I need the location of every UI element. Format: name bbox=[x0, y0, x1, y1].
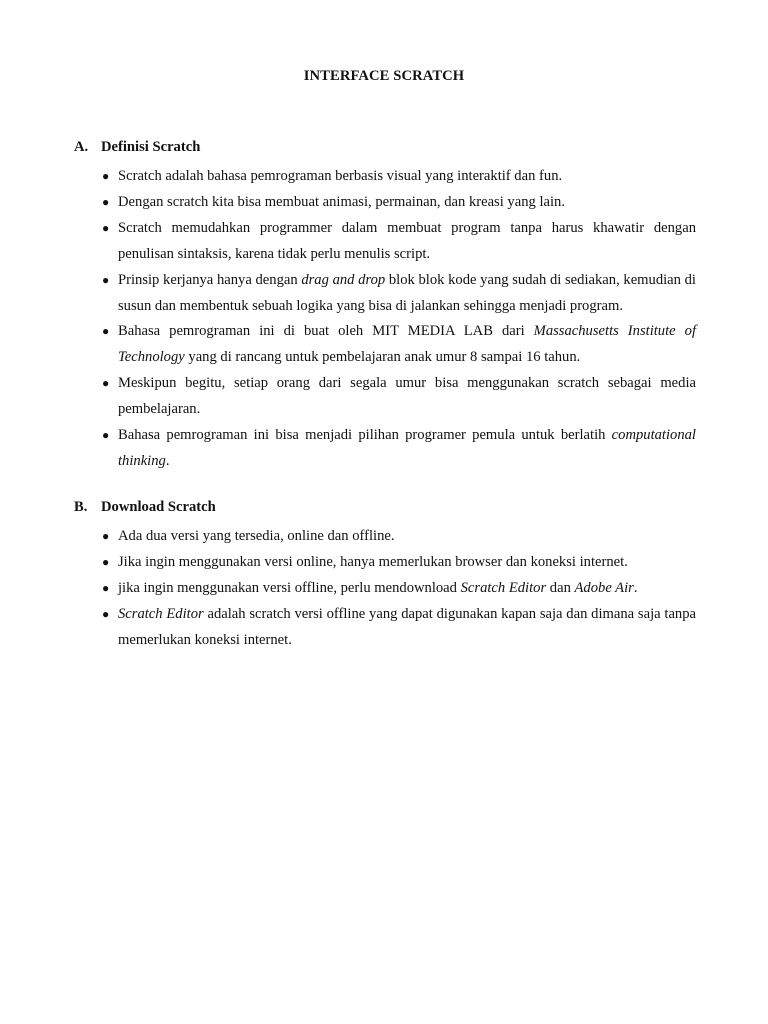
item-text: Bahasa pemrograman ini di buat oleh MIT MEDIA LAB dari bbox=[118, 323, 534, 340]
section-letter: A. bbox=[74, 139, 89, 155]
list-item bbox=[102, 164, 696, 190]
item-text: Meskipun begitu, setiap orang dari segala umur bisa menggunakan scratch sebagai media pembelajaran. bbox=[118, 375, 696, 418]
item-text: Scratch adalah bahasa pemrograman berbasis visual yang interaktif dan fun. bbox=[118, 168, 563, 184]
list-item bbox=[102, 524, 696, 550]
list-item bbox=[102, 423, 696, 475]
italic-text: Scratch Editor bbox=[460, 579, 547, 596]
item-text: jika ingin menggunakan versi offline, perlu mendownload bbox=[118, 579, 461, 596]
list-item bbox=[102, 216, 696, 268]
section-heading-text: Download Scratch bbox=[101, 499, 216, 515]
list-item bbox=[102, 319, 696, 371]
item-text: Jika ingin menggunakan versi online, hanya memerlukan browser dan koneksi internet. bbox=[118, 553, 628, 570]
bullet-icon: ● bbox=[102, 554, 110, 569]
section-heading bbox=[74, 499, 696, 521]
bullet-icon: ● bbox=[102, 220, 110, 235]
item-text: Ada dua versi yang tersedia, online dan offline. bbox=[118, 528, 395, 544]
page-title: INTERFACE SCRATCH bbox=[303, 68, 465, 84]
bullet-icon: ● bbox=[102, 428, 110, 443]
bullet-icon: ● bbox=[102, 580, 110, 595]
bullet-icon: ● bbox=[102, 376, 110, 391]
list-item bbox=[102, 550, 696, 576]
section-definisi-scratch bbox=[74, 139, 696, 475]
section-heading-text: Definisi Scratch bbox=[101, 139, 201, 155]
section-letter: B. bbox=[74, 499, 88, 515]
item-text: adalah scratch versi offline yang dapat digunakan kapan saja dan dimana saja tanpa memerlukan koneksi internet. bbox=[118, 605, 696, 648]
italic-text: Adobe Air bbox=[574, 579, 634, 596]
item-text: yang di rancang untuk pembelajaran anak umur 8 sampai 16 tahun. bbox=[184, 349, 581, 366]
item-text: Scratch memudahkan programmer dalam membuat program tanpa harus khawatir dengan penulisan sintaksis, karena tidak perlu menulis script. bbox=[118, 219, 696, 262]
list-item bbox=[102, 602, 696, 654]
item-text: blok blok kode yang sudah di sediakan, kemudian di susun dan membentuk sebuah logika yang bisa di jalankan sehingga menjadi program. bbox=[118, 271, 696, 314]
list-item bbox=[102, 190, 696, 216]
bullet-icon: ● bbox=[102, 606, 110, 621]
italic-text: Scratch Editor bbox=[118, 605, 204, 622]
list-item bbox=[102, 576, 696, 602]
bullet-icon: ● bbox=[102, 169, 110, 183]
bullet-icon: ● bbox=[102, 324, 110, 339]
item-text: Bahasa pemrograman ini bisa menjadi pilihan programer pemula untuk berlatih bbox=[118, 427, 612, 444]
list-item bbox=[102, 268, 696, 320]
bullet-icon: ● bbox=[102, 194, 110, 209]
italic-text: Massachusetts Institute of Technology bbox=[118, 323, 696, 366]
section-heading bbox=[74, 139, 696, 161]
italic-text: computational thinking bbox=[118, 427, 696, 469]
bullet-icon: ● bbox=[102, 529, 110, 543]
section-download-scratch bbox=[74, 499, 696, 654]
item-text: Dengan scratch kita bisa membuat animasi, permainan, dan kreasi yang lain. bbox=[118, 193, 565, 210]
list-item bbox=[102, 371, 696, 423]
item-text: . bbox=[633, 579, 638, 596]
item-text: Prinsip kerjanya hanya dengan bbox=[118, 271, 302, 288]
bullet-list bbox=[74, 164, 696, 475]
item-text: . bbox=[165, 452, 170, 469]
bullet-icon: ● bbox=[102, 272, 110, 287]
italic-text: drag and drop bbox=[301, 271, 386, 288]
bullet-list bbox=[74, 524, 696, 654]
item-text: dan bbox=[546, 579, 575, 596]
